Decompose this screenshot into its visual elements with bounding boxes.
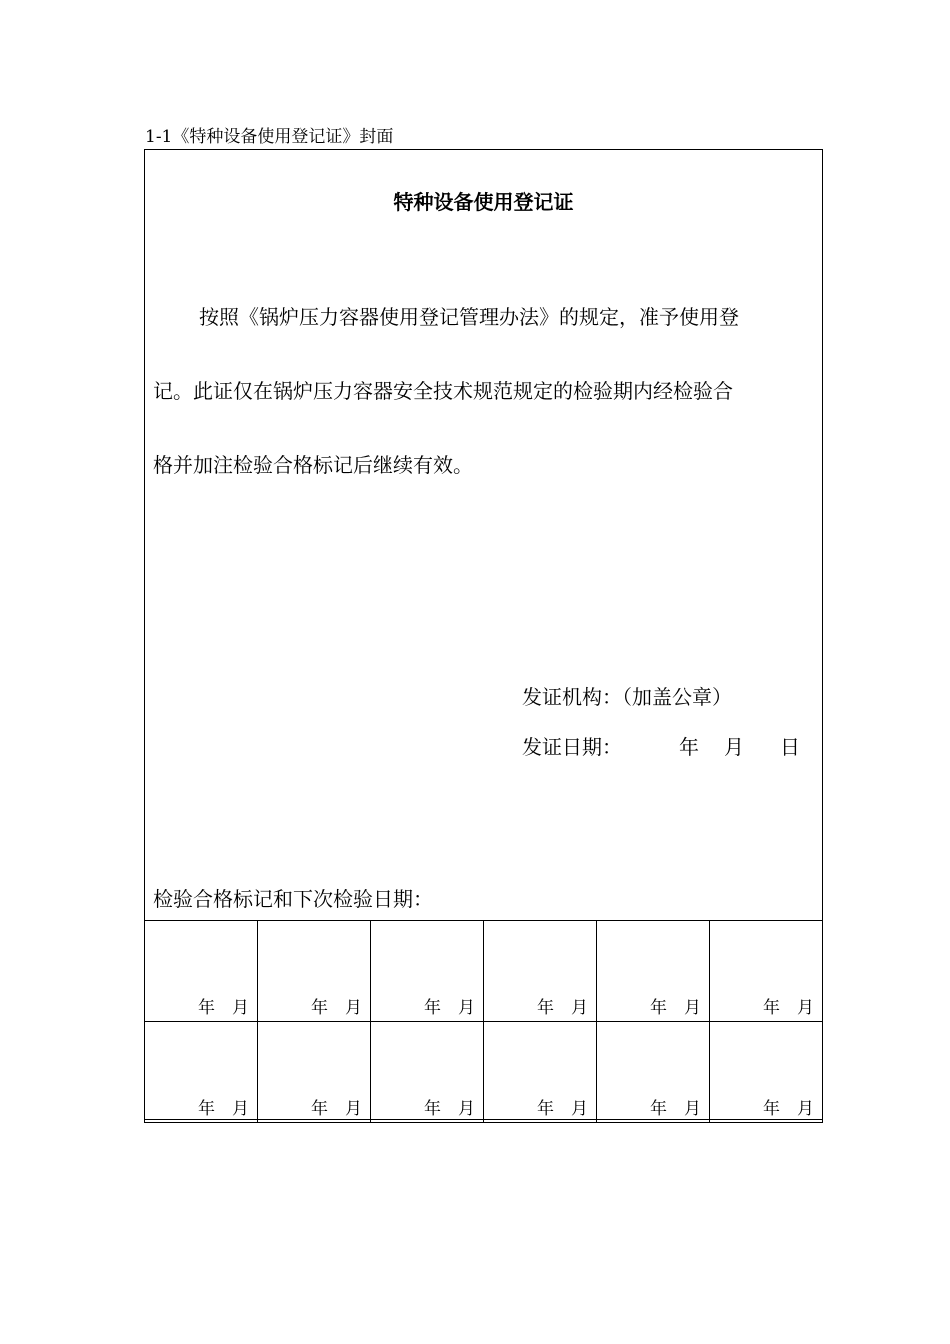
issue-date-month: 月 [724, 735, 744, 759]
issuer-line [522, 682, 732, 712]
inspection-marks-label: 检验合格标记和下次检验日期： [153, 887, 433, 911]
issuer-value: （加盖公章） [622, 685, 732, 709]
document-caption: 1-1《特种设备使用登记证》封面 [145, 127, 394, 147]
cell-date: 年 月 [763, 998, 814, 1018]
table-cell [145, 921, 258, 1022]
table-cell [710, 1022, 823, 1123]
certificate-title: 特种设备使用登记证 [393, 190, 574, 214]
cell-date: 年 月 [198, 998, 249, 1018]
table-cell [258, 1022, 371, 1123]
table-cell [597, 1022, 710, 1123]
body-line: 按照《锅炉压力容器使用登记管理办法》的规定，准予使用登 [199, 305, 739, 329]
certificate-frame [144, 149, 823, 1120]
cell-date: 年 月 [537, 998, 588, 1018]
certificate-body [153, 280, 819, 502]
table-cell [371, 921, 484, 1022]
table-cell [371, 1022, 484, 1123]
issue-date-label: 发证日期： [522, 735, 622, 759]
cell-date: 年 月 [311, 998, 362, 1018]
cell-date: 年 月 [763, 1099, 814, 1119]
cell-date: 年 月 [198, 1099, 249, 1119]
table-cell [597, 921, 710, 1022]
table-cell [710, 921, 823, 1022]
table-row [145, 921, 823, 1022]
issuer-label: 发证机构： [522, 685, 622, 709]
issue-date-day: 日 [780, 735, 800, 759]
table-cell [258, 921, 371, 1022]
cell-date: 年 月 [650, 998, 701, 1018]
cell-date: 年 月 [537, 1099, 588, 1119]
issue-date-line [522, 732, 822, 762]
cell-date: 年 月 [311, 1099, 362, 1119]
body-line: 格并加注检验合格标记后继续有效。 [153, 453, 473, 477]
table-cell [145, 1022, 258, 1123]
body-line: 记。此证仅在锅炉压力容器安全技术规范规定的检验期内经检验合 [153, 379, 733, 403]
table-row [145, 1022, 823, 1123]
issue-date-year: 年 [679, 735, 699, 759]
inspection-marks-table [144, 920, 823, 1123]
cell-date: 年 月 [424, 1099, 475, 1119]
table-cell [484, 1022, 597, 1123]
table-cell [484, 921, 597, 1022]
cell-date: 年 月 [424, 998, 475, 1018]
cell-date: 年 月 [650, 1099, 701, 1119]
